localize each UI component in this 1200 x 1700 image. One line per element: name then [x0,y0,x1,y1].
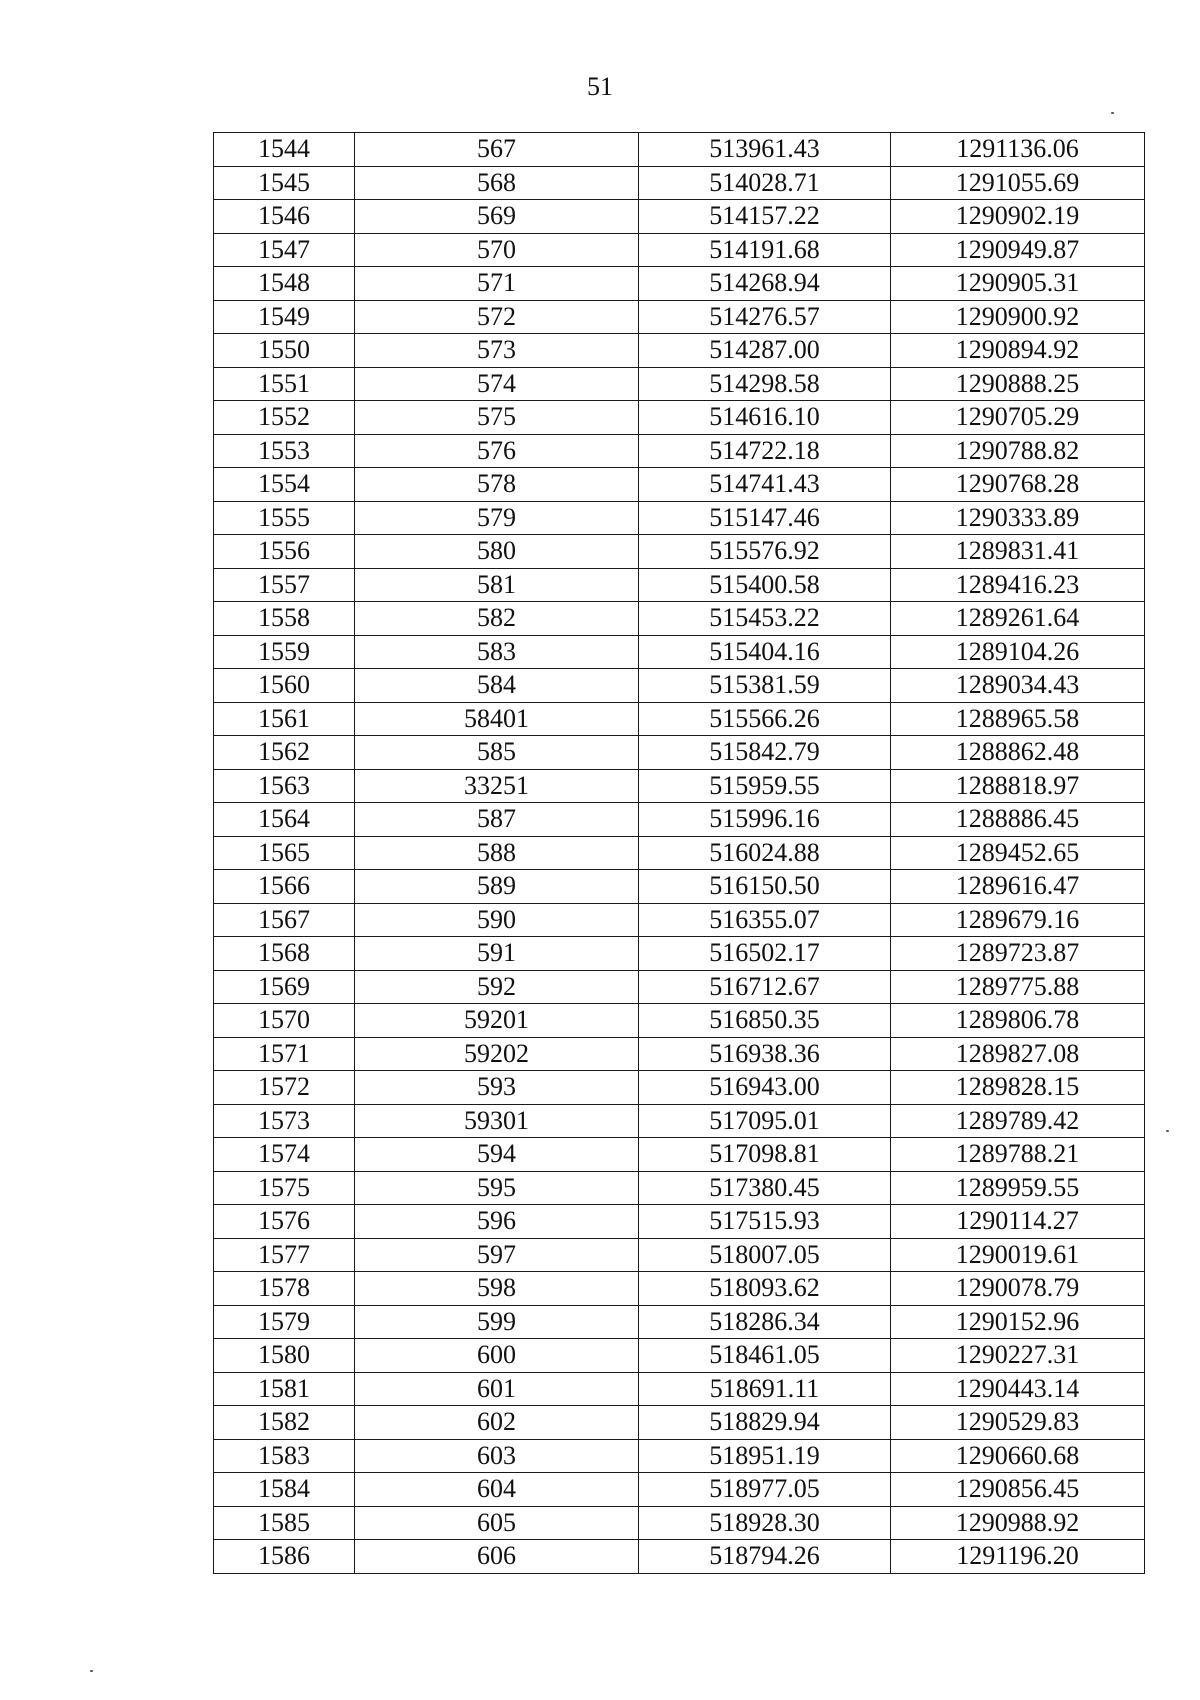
point-number-cell: 587 [355,803,639,837]
table-row [214,568,1145,602]
y-coordinate-cell: 1290768.28 [891,468,1145,502]
point-number-cell: 592 [355,970,639,1004]
point-number-cell: 576 [355,434,639,468]
table-row [214,870,1145,904]
table-row [214,1071,1145,1105]
x-coordinate-cell: 514191.68 [639,233,891,267]
table-row [214,535,1145,569]
row-index-cell: 1561 [214,702,355,736]
point-number-cell: 603 [355,1439,639,1473]
row-index-cell: 1568 [214,937,355,971]
table-row [214,1205,1145,1239]
table-row [214,200,1145,234]
y-coordinate-cell: 1290227.31 [891,1339,1145,1373]
row-index-cell: 1585 [214,1506,355,1540]
y-coordinate-cell: 1289452.65 [891,836,1145,870]
x-coordinate-cell: 516943.00 [639,1071,891,1105]
row-index-cell: 1558 [214,602,355,636]
table-row [214,1004,1145,1038]
table-row [214,401,1145,435]
table-row [214,1406,1145,1440]
point-number-cell: 570 [355,233,639,267]
point-number-cell: 567 [355,133,639,167]
row-index-cell: 1552 [214,401,355,435]
y-coordinate-cell: 1290660.68 [891,1439,1145,1473]
x-coordinate-cell: 514268.94 [639,267,891,301]
x-coordinate-cell: 516938.36 [639,1037,891,1071]
row-index-cell: 1583 [214,1439,355,1473]
x-coordinate-cell: 514741.43 [639,468,891,502]
x-coordinate-cell: 516850.35 [639,1004,891,1038]
x-coordinate-cell: 514722.18 [639,434,891,468]
x-coordinate-cell: 518794.26 [639,1540,891,1574]
x-coordinate-cell: 513961.43 [639,133,891,167]
x-coordinate-cell: 516355.07 [639,903,891,937]
row-index-cell: 1567 [214,903,355,937]
x-coordinate-cell: 518951.19 [639,1439,891,1473]
row-index-cell: 1584 [214,1473,355,1507]
point-number-cell: 595 [355,1171,639,1205]
row-index-cell: 1582 [214,1406,355,1440]
y-coordinate-cell: 1289261.64 [891,602,1145,636]
table-row [214,1473,1145,1507]
table-body [214,133,1145,1574]
y-coordinate-cell: 1289104.26 [891,635,1145,669]
point-number-cell: 59301 [355,1104,639,1138]
point-number-cell: 574 [355,367,639,401]
table-row [214,300,1145,334]
point-number-cell: 33251 [355,769,639,803]
y-coordinate-cell: 1289775.88 [891,970,1145,1004]
row-index-cell: 1557 [214,568,355,602]
y-coordinate-cell: 1290900.92 [891,300,1145,334]
table-row [214,267,1145,301]
point-number-cell: 585 [355,736,639,770]
row-index-cell: 1569 [214,970,355,1004]
row-index-cell: 1571 [214,1037,355,1071]
table-row [214,367,1145,401]
x-coordinate-cell: 515996.16 [639,803,891,837]
x-coordinate-cell: 516712.67 [639,970,891,1004]
y-coordinate-cell: 1289788.21 [891,1138,1145,1172]
point-number-cell: 572 [355,300,639,334]
x-coordinate-cell: 515147.46 [639,501,891,535]
table-row [214,1339,1145,1373]
y-coordinate-cell: 1291136.06 [891,133,1145,167]
table-row [214,1272,1145,1306]
table-row [214,836,1145,870]
y-coordinate-cell: 1289416.23 [891,568,1145,602]
point-number-cell: 602 [355,1406,639,1440]
y-coordinate-cell: 1290902.19 [891,200,1145,234]
point-number-cell: 583 [355,635,639,669]
y-coordinate-cell: 1290856.45 [891,1473,1145,1507]
table-row [214,1037,1145,1071]
x-coordinate-cell: 517380.45 [639,1171,891,1205]
point-number-cell: 584 [355,669,639,703]
point-number-cell: 575 [355,401,639,435]
table-row [214,334,1145,368]
y-coordinate-cell: 1290529.83 [891,1406,1145,1440]
table-row [214,803,1145,837]
point-number-cell: 594 [355,1138,639,1172]
row-index-cell: 1576 [214,1205,355,1239]
y-coordinate-cell: 1290788.82 [891,434,1145,468]
y-coordinate-cell: 1288965.58 [891,702,1145,736]
coordinates-table-container [213,132,1145,1574]
table-row [214,602,1145,636]
x-coordinate-cell: 518286.34 [639,1305,891,1339]
point-number-cell: 596 [355,1205,639,1239]
y-coordinate-cell: 1290988.92 [891,1506,1145,1540]
x-coordinate-cell: 517515.93 [639,1205,891,1239]
x-coordinate-cell: 514276.57 [639,300,891,334]
point-number-cell: 59202 [355,1037,639,1071]
table-row [214,1238,1145,1272]
y-coordinate-cell: 1290894.92 [891,334,1145,368]
x-coordinate-cell: 518829.94 [639,1406,891,1440]
table-row [214,434,1145,468]
table-row [214,1104,1145,1138]
x-coordinate-cell: 518691.11 [639,1372,891,1406]
point-number-cell: 600 [355,1339,639,1373]
y-coordinate-cell: 1289616.47 [891,870,1145,904]
point-number-cell: 582 [355,602,639,636]
row-index-cell: 1578 [214,1272,355,1306]
x-coordinate-cell: 515959.55 [639,769,891,803]
table-row [214,903,1145,937]
row-index-cell: 1572 [214,1071,355,1105]
table-row [214,233,1145,267]
table-row [214,166,1145,200]
x-coordinate-cell: 516024.88 [639,836,891,870]
table-row [214,468,1145,502]
row-index-cell: 1560 [214,669,355,703]
x-coordinate-cell: 518928.30 [639,1506,891,1540]
row-index-cell: 1577 [214,1238,355,1272]
point-number-cell: 597 [355,1238,639,1272]
row-index-cell: 1551 [214,367,355,401]
row-index-cell: 1545 [214,166,355,200]
point-number-cell: 568 [355,166,639,200]
table-row [214,501,1145,535]
x-coordinate-cell: 515842.79 [639,736,891,770]
y-coordinate-cell: 1288818.97 [891,769,1145,803]
x-coordinate-cell: 516502.17 [639,937,891,971]
x-coordinate-cell: 514157.22 [639,200,891,234]
x-coordinate-cell: 516150.50 [639,870,891,904]
row-index-cell: 1554 [214,468,355,502]
row-index-cell: 1559 [214,635,355,669]
y-coordinate-cell: 1290078.79 [891,1272,1145,1306]
row-index-cell: 1549 [214,300,355,334]
x-coordinate-cell: 514298.58 [639,367,891,401]
y-coordinate-cell: 1290114.27 [891,1205,1145,1239]
row-index-cell: 1581 [214,1372,355,1406]
x-coordinate-cell: 515576.92 [639,535,891,569]
point-number-cell: 591 [355,937,639,971]
y-coordinate-cell: 1290443.14 [891,1372,1145,1406]
table-row [214,736,1145,770]
y-coordinate-cell: 1289827.08 [891,1037,1145,1071]
table-row [214,133,1145,167]
row-index-cell: 1547 [214,233,355,267]
table-row [214,1171,1145,1205]
row-index-cell: 1575 [214,1171,355,1205]
table-row [214,970,1145,1004]
scan-speck [1166,1130,1169,1132]
y-coordinate-cell: 1289789.42 [891,1104,1145,1138]
scan-speck [90,1670,93,1672]
point-number-cell: 606 [355,1540,639,1574]
table-row [214,669,1145,703]
y-coordinate-cell: 1290152.96 [891,1305,1145,1339]
table-row [214,1506,1145,1540]
table-row [214,1305,1145,1339]
row-index-cell: 1566 [214,870,355,904]
point-number-cell: 604 [355,1473,639,1507]
point-number-cell: 59201 [355,1004,639,1038]
x-coordinate-cell: 514028.71 [639,166,891,200]
point-number-cell: 589 [355,870,639,904]
y-coordinate-cell: 1289679.16 [891,903,1145,937]
point-number-cell: 605 [355,1506,639,1540]
row-index-cell: 1579 [214,1305,355,1339]
y-coordinate-cell: 1290905.31 [891,267,1145,301]
point-number-cell: 571 [355,267,639,301]
row-index-cell: 1546 [214,200,355,234]
point-number-cell: 593 [355,1071,639,1105]
row-index-cell: 1553 [214,434,355,468]
y-coordinate-cell: 1290333.89 [891,501,1145,535]
scan-speck [1111,112,1114,114]
y-coordinate-cell: 1290705.29 [891,401,1145,435]
y-coordinate-cell: 1289806.78 [891,1004,1145,1038]
y-coordinate-cell: 1288886.45 [891,803,1145,837]
row-index-cell: 1556 [214,535,355,569]
y-coordinate-cell: 1289723.87 [891,937,1145,971]
point-number-cell: 573 [355,334,639,368]
point-number-cell: 578 [355,468,639,502]
point-number-cell: 588 [355,836,639,870]
x-coordinate-cell: 518007.05 [639,1238,891,1272]
table-row [214,1138,1145,1172]
table-row [214,702,1145,736]
x-coordinate-cell: 514616.10 [639,401,891,435]
x-coordinate-cell: 518977.05 [639,1473,891,1507]
y-coordinate-cell: 1291055.69 [891,166,1145,200]
row-index-cell: 1586 [214,1540,355,1574]
row-index-cell: 1544 [214,133,355,167]
x-coordinate-cell: 515404.16 [639,635,891,669]
table-row [214,937,1145,971]
table-row [214,1540,1145,1574]
row-index-cell: 1565 [214,836,355,870]
x-coordinate-cell: 515400.58 [639,568,891,602]
table-row [214,769,1145,803]
row-index-cell: 1555 [214,501,355,535]
y-coordinate-cell: 1289959.55 [891,1171,1145,1205]
row-index-cell: 1563 [214,769,355,803]
row-index-cell: 1548 [214,267,355,301]
point-number-cell: 580 [355,535,639,569]
coordinates-table [213,132,1145,1574]
y-coordinate-cell: 1289831.41 [891,535,1145,569]
x-coordinate-cell: 518461.05 [639,1339,891,1373]
page-number: 51 [587,72,613,101]
point-number-cell: 579 [355,501,639,535]
y-coordinate-cell: 1289828.15 [891,1071,1145,1105]
x-coordinate-cell: 518093.62 [639,1272,891,1306]
row-index-cell: 1562 [214,736,355,770]
row-index-cell: 1550 [214,334,355,368]
x-coordinate-cell: 517098.81 [639,1138,891,1172]
point-number-cell: 58401 [355,702,639,736]
table-row [214,1439,1145,1473]
point-number-cell: 590 [355,903,639,937]
point-number-cell: 598 [355,1272,639,1306]
row-index-cell: 1564 [214,803,355,837]
point-number-cell: 599 [355,1305,639,1339]
x-coordinate-cell: 515453.22 [639,602,891,636]
y-coordinate-cell: 1290949.87 [891,233,1145,267]
y-coordinate-cell: 1290888.25 [891,367,1145,401]
row-index-cell: 1570 [214,1004,355,1038]
row-index-cell: 1573 [214,1104,355,1138]
x-coordinate-cell: 517095.01 [639,1104,891,1138]
y-coordinate-cell: 1291196.20 [891,1540,1145,1574]
x-coordinate-cell: 515381.59 [639,669,891,703]
row-index-cell: 1580 [214,1339,355,1373]
table-row [214,1372,1145,1406]
y-coordinate-cell: 1288862.48 [891,736,1145,770]
x-coordinate-cell: 515566.26 [639,702,891,736]
y-coordinate-cell: 1290019.61 [891,1238,1145,1272]
point-number-cell: 581 [355,568,639,602]
table-row [214,635,1145,669]
row-index-cell: 1574 [214,1138,355,1172]
x-coordinate-cell: 514287.00 [639,334,891,368]
point-number-cell: 601 [355,1372,639,1406]
point-number-cell: 569 [355,200,639,234]
y-coordinate-cell: 1289034.43 [891,669,1145,703]
